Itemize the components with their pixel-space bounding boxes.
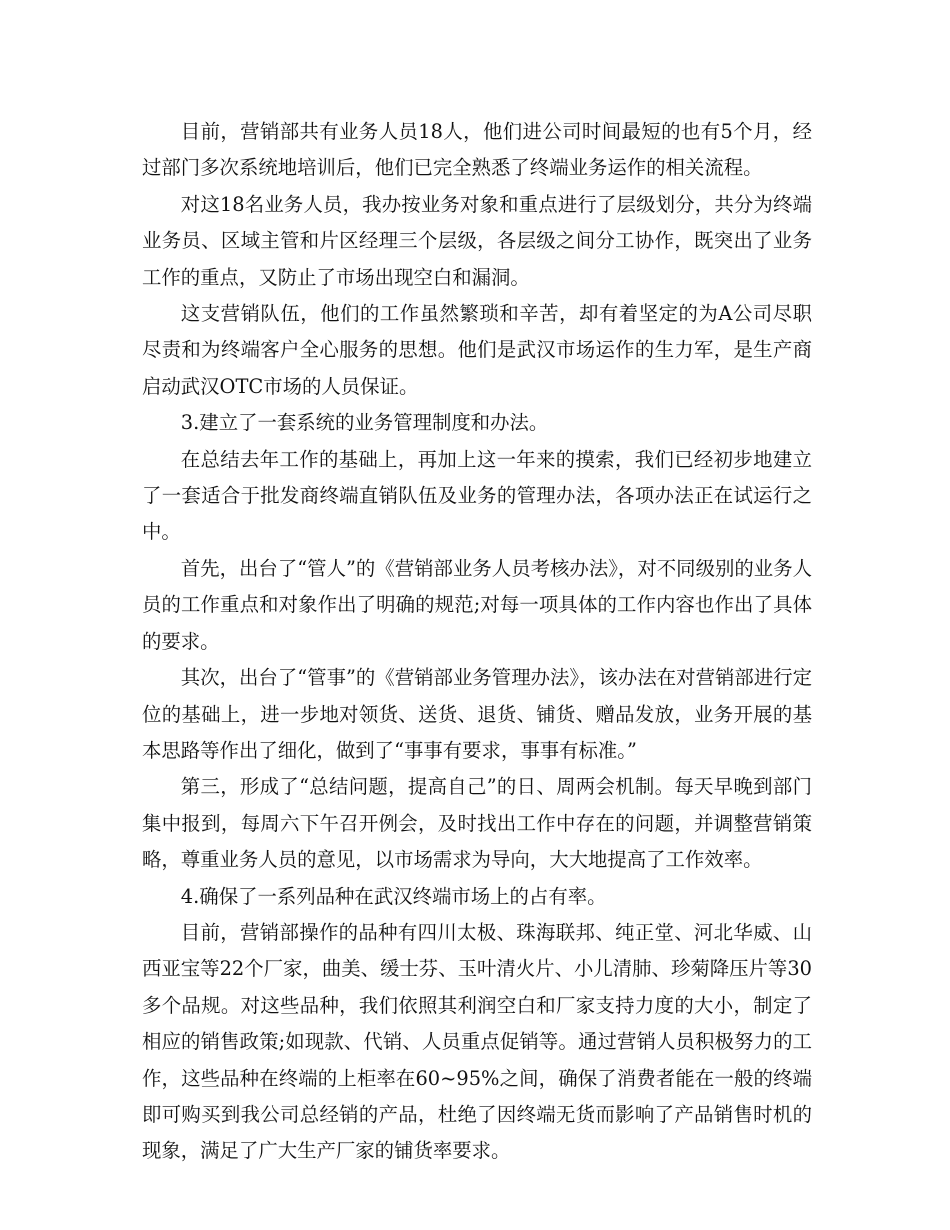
paragraph: 目前，营销部操作的品种有四川太极、珠海联邦、纯正堂、河北华威、山西亚宝等22个厂家，曲美、缓士芬、玉叶清火片、小儿清肺、珍菊降压片等30多个品规。对这些品种，我们依照其利润空白和厂家支持力度的大小，制定了相应的销售政策;如现款、代销、人员重点促销等。通过营销人员积极努力的工作，这些品种在终端的上柜率在60~95%之间，确保了消费者能在一般的终端即可购买到我公司总经销的产品，杜绝了因终端无货而影响了产品销售时机的现象，满足了广大生产厂家的铺货率要求。 [142, 920, 812, 1163]
paragraph: 在总结去年工作的基础上，再加上这一年来的摸索，我们已经初步地建立了一套适合于批发商终端直销队伍及业务的管理办法，各项办法正在试运行之中。 [142, 447, 812, 544]
paragraph: 对这18名业务人员，我办按业务对象和重点进行了层级划分，共分为终端业务员、区域主管和片区经理三个层级，各层级之间分工协作，既突出了业务工作的重点，又防止了市场出现空白和漏洞。 [142, 192, 812, 289]
paragraph: 首先，出台了“管人”的《营销部业务人员考核办法》，对不同级别的业务人员的工作重点和对象作出了明确的规范;对每一项具体的工作内容也作出了具体的要求。 [142, 556, 812, 653]
section-heading: 3.建立了一套系统的业务管理制度和办法。 [180, 411, 549, 435]
paragraph: 这支营销队伍，他们的工作虽然繁琐和辛苦，却有着坚定的为A公司尽职尽责和为终端客户全心服务的思想。他们是武汉市场运作的生力军，是生产商启动武汉OTC市场的人员保证。 [142, 302, 812, 398]
document-body [142, 114, 812, 1170]
paragraph: 其次，出台了“管事”的《营销部业务管理办法》，该办法在对营销部进行定位的基础上，进一步地对领货、送货、退货、铺货、赠品发放，业务开展的基本思路等作出了细化，做到了“事事有要求，事事有标准。” [142, 666, 812, 762]
paragraph: 第三，形成了“总结问题，提高自己”的日、周两会机制。每天早晚到部门集中报到，每周六下午召开例会，及时找出工作中存在的问题，并调整营销策略，尊重业务人员的意见，以市场需求为导向，大大地提高了工作效率。 [142, 775, 812, 872]
section-heading: 4.确保了一系列品种在武汉终端市场上的占有率。 [180, 884, 607, 908]
paragraph: 目前，营销部共有业务人员18人，他们进公司时间最短的也有5个月，经过部门多次系统地培训后，他们已完全熟悉了终端业务运作的相关流程。 [142, 120, 812, 180]
